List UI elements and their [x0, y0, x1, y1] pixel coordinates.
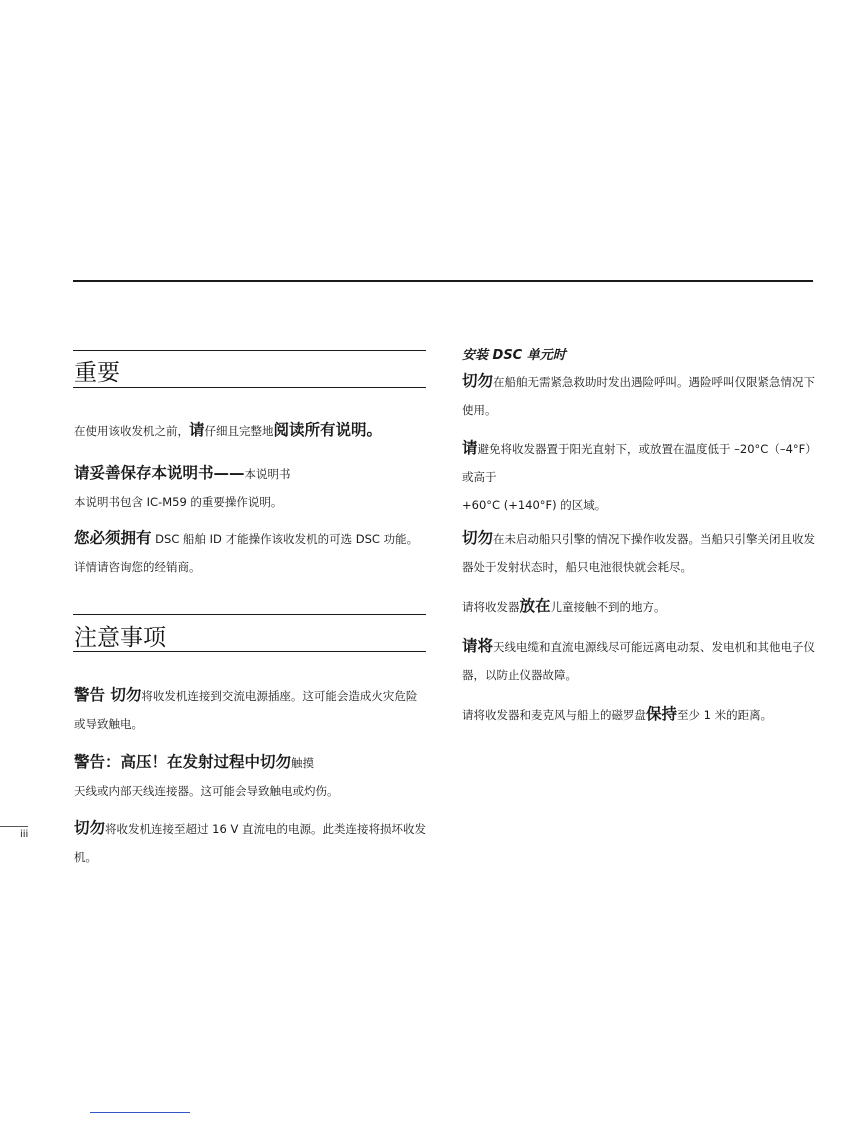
bold-text: 放在: [519, 597, 551, 615]
dsc-paragraph-4: [462, 592, 816, 621]
section-title-important: 重要: [74, 360, 120, 386]
text: 触摸: [291, 756, 315, 770]
bold-text: 警告 切勿: [74, 686, 142, 704]
important-paragraph-1: [74, 416, 428, 445]
dsc-paragraph-5: [462, 632, 816, 689]
important-paragraph-3: [74, 524, 428, 581]
text: 至少 1 米的距离。: [677, 708, 773, 722]
footer-rule: [90, 1112, 190, 1113]
bold-text: 保持: [646, 705, 678, 723]
bold-text: 切勿: [462, 529, 494, 547]
bold-text: 切勿: [462, 372, 494, 390]
section-title-precautions: 注意事项: [74, 625, 166, 651]
margin-rule: [0, 826, 28, 827]
text: 天线电缆和直流电源线尽可能远离电动泵、发电机和其他电子仪器，以防止仪器故障。: [462, 640, 816, 682]
page-number: iii: [20, 829, 29, 840]
bold-text: 您必须拥有: [74, 529, 152, 547]
text: 请将收发器: [462, 600, 520, 614]
text: 在未启动船只引擎的情况下操作收发器。当船只引擎关闭且收发器处于发射状态时，船只电池很快就会耗尽。: [462, 532, 816, 574]
text: 本说明书: [244, 467, 291, 481]
dsc-paragraph-6: [462, 700, 816, 729]
text: 本说明书包含 IC-M59 的重要操作说明。: [74, 495, 283, 509]
dsc-paragraph-2: [462, 434, 816, 519]
text: 仔细且完整地: [204, 424, 274, 438]
top-rule: [73, 280, 813, 282]
bold-text: 请: [189, 421, 205, 439]
bold-text: 请将: [462, 637, 494, 655]
dsc-paragraph-1: [462, 367, 816, 424]
precaution-paragraph-1: [74, 681, 428, 738]
text: 请将收发器和麦克风与船上的磁罗盘: [462, 708, 646, 722]
section-rule-bottom: [73, 387, 426, 388]
bold-text: 阅读所有说明。: [273, 421, 383, 439]
section-title-dsc-install: 安装 DSC 单元时: [462, 348, 566, 363]
precaution-paragraph-2: [74, 748, 428, 805]
text: 将收发机连接到交流电源插座。这可能会造成火灾危险或导致触电。: [74, 689, 418, 731]
bold-text: 请妥善保存本说明书——: [74, 464, 245, 482]
section-rule-top: [73, 350, 426, 351]
text: +60°C (+140°F) 的区域。: [462, 498, 607, 512]
text: 将收发机连接至超过 16 V 直流电的电源。此类连接将损坏收发机。: [74, 822, 426, 864]
dsc-paragraph-3: [462, 524, 816, 581]
text: 天线或内部天线连接器。这可能会导致触电或灼伤。: [74, 784, 339, 798]
bold-text: 警告：高压！在发射过程中切勿: [74, 753, 292, 771]
bold-text: 切勿: [74, 819, 106, 837]
bold-text: 请: [462, 439, 478, 457]
text: 在船舶无需紧急救助时发出遇险呼叫。遇险呼叫仅限紧急情况下使用。: [462, 375, 816, 417]
section-rule-top: [73, 614, 426, 615]
text: 避免将收发器置于阳光直射下，或放置在温度低于 –20°C（–4°F）或高于: [462, 442, 812, 484]
precaution-paragraph-3: [74, 814, 428, 871]
text: 儿童接触不到的地方。: [550, 600, 666, 614]
text: DSC 船舶 ID 才能操作该收发机的可选 DSC 功能。详情请咨询您的经销商。: [74, 532, 419, 574]
text: 在使用该收发机之前，: [74, 424, 189, 438]
important-paragraph-2: [74, 459, 428, 516]
section-rule-bottom: [73, 651, 426, 652]
